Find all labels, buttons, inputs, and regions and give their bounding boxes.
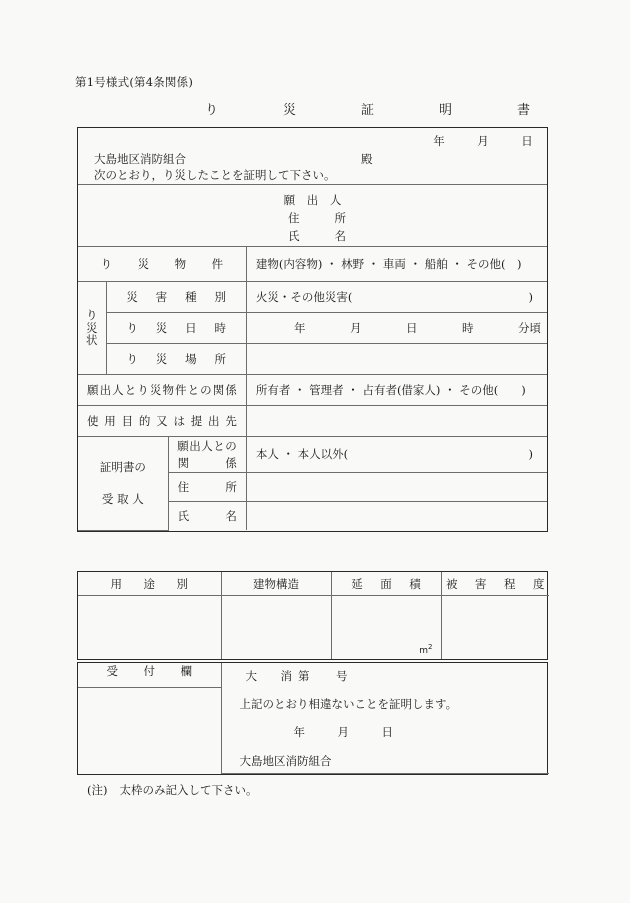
main-form-table — [77, 127, 548, 532]
submission-date-month: 月 — [477, 134, 489, 148]
header-row — [78, 128, 547, 185]
recipient-label-line1: 証明書の — [99, 459, 146, 474]
certification-date-day: 日 — [381, 725, 393, 739]
damage-type-row — [78, 282, 547, 313]
detail-header-structure: 建物構造 — [253, 576, 299, 591]
damage-place-row — [78, 344, 547, 375]
recipient-name-value — [247, 513, 547, 519]
damage-status-vertical-label — [78, 309, 106, 347]
applicant-address-label: 住 所 — [288, 211, 350, 225]
applicant-cell[interactable] — [78, 185, 547, 247]
certification-go: 号 — [336, 669, 348, 683]
relation-label-cell — [78, 375, 246, 406]
recipient-relation-row — [78, 437, 547, 473]
damage-status-vertical-char-2: 状 — [86, 333, 98, 348]
damage-type-options-text: 火災・その他災害( — [255, 289, 353, 304]
detail-header-structure-cell — [221, 572, 331, 596]
relation-row — [78, 375, 547, 406]
damage-status-vertical-char-1: 災 — [86, 320, 98, 335]
damage-place-value-cell[interactable] — [246, 344, 547, 375]
damaged-property-row — [78, 247, 547, 282]
detail-header-damage-cell — [441, 572, 549, 596]
recipient-relation-options — [247, 443, 547, 466]
purpose-label-cell — [78, 406, 246, 437]
request-statement: 次のとおり，り災したことを証明して下さい。 — [94, 168, 336, 182]
recipient-relation-options-tail: ) — [528, 447, 533, 462]
damage-hour: 時 — [462, 320, 474, 335]
reception-header-row — [78, 663, 549, 688]
damaged-property-label: り 災 物 件 — [100, 256, 231, 271]
damage-month: 月 — [350, 320, 362, 335]
purpose-row — [78, 406, 547, 437]
detail-table-body-row — [78, 596, 549, 660]
detail-header-area: 延 面 積 — [351, 576, 424, 591]
detail-header-damage: 被 害 程 度 — [446, 576, 548, 591]
area-unit-label — [419, 643, 432, 656]
detail-value-area — [332, 625, 441, 631]
detail-table-header-row — [78, 572, 549, 596]
certification-date — [222, 712, 550, 740]
damaged-property-label-cell — [78, 247, 246, 282]
recipient-name-value-cell[interactable] — [246, 502, 547, 531]
purpose-label: 使用目的又は提出先 — [87, 413, 237, 428]
reception-column-label-cell — [78, 663, 221, 688]
recipient-name-label-cell — [168, 502, 246, 531]
damaged-property-value-cell[interactable] — [246, 247, 547, 282]
detail-value-structure-cell[interactable] — [221, 596, 331, 660]
addressee-honorific: 殿 — [361, 152, 373, 166]
damage-datetime-label-cell — [106, 313, 246, 344]
damage-place-label-cell — [106, 344, 246, 375]
reception-block — [77, 662, 548, 775]
recipient-address-label-cell — [168, 473, 246, 502]
damage-datetime-value-cell[interactable] — [246, 313, 547, 344]
certification-date-month: 月 — [337, 725, 349, 739]
detail-value-usage — [78, 625, 221, 631]
detail-header-usage: 用 途 別 — [110, 576, 193, 591]
relation-label: 願出人とり災物件との関係 — [87, 382, 237, 397]
certification-dai: 第 — [298, 669, 310, 683]
footnote — [87, 782, 257, 798]
recipient-address-label: 住 所 — [177, 479, 237, 494]
detail-value-damage — [442, 625, 550, 631]
recipient-address-value — [247, 484, 547, 490]
damage-place-label: り 災 場 所 — [126, 351, 230, 366]
certification-cell[interactable] — [221, 663, 549, 773]
recipient-label-line2: 受 取 人 — [101, 492, 144, 507]
damaged-property-options: 建物(内容物) ・ 林野 ・ 車両 ・ 船舶 ・ その他( ) — [255, 256, 522, 271]
form-code: 第1号様式(第4条関係) — [75, 75, 194, 89]
area-unit-exponent: 2 — [428, 643, 433, 651]
damage-type-label: 災 害 種 別 — [126, 289, 230, 304]
damage-status-vertical-label-cell — [78, 282, 106, 375]
addressee-organization: 大島地区消防組合 — [94, 152, 186, 166]
submission-date-year: 年 — [433, 134, 445, 148]
damage-year: 年 — [294, 320, 306, 335]
submission-date-day: 日 — [521, 134, 533, 148]
detail-header-area-cell — [331, 572, 441, 596]
damage-type-options-tail: ) — [528, 289, 533, 304]
detail-value-structure — [222, 625, 331, 631]
detail-header-usage-cell — [78, 572, 221, 596]
applicant-row — [78, 185, 547, 247]
damage-minute: 分頃 — [518, 320, 541, 335]
header-cell — [78, 128, 547, 185]
damage-type-label-cell — [106, 282, 246, 313]
footnote-text: 太枠のみ記入して下さい。 — [119, 783, 258, 797]
recipient-relation-options-text: 本人 ・ 本人以外( — [255, 447, 349, 462]
detail-value-damage-cell[interactable] — [441, 596, 549, 660]
applicant-name-label: 氏 名 — [288, 229, 350, 243]
damage-type-value-cell[interactable] — [246, 282, 547, 313]
damage-datetime-fields — [247, 317, 547, 340]
recipient-relation-label-b: 関 係 — [177, 455, 237, 470]
certification-statement: 上記のとおり相違ないことを証明します。 — [239, 697, 458, 711]
recipient-name-label: 氏 名 — [177, 508, 237, 523]
purpose-value-cell[interactable] — [246, 406, 547, 437]
certification-date-year: 年 — [293, 725, 305, 739]
relation-value-cell[interactable] — [246, 375, 547, 406]
detail-value-usage-cell[interactable] — [78, 596, 221, 660]
relation-options: 所有者 ・ 管理者 ・ 占有者(借家人) ・ その他( ) — [255, 382, 526, 397]
recipient-relation-label-cell — [168, 437, 246, 473]
reception-column-label: 受 付 欄 — [106, 664, 199, 678]
damage-place-value — [247, 356, 547, 362]
footnote-mark: (注) — [87, 783, 108, 797]
recipient-relation-label-a: 願出人との — [177, 438, 238, 453]
damage-day: 日 — [406, 320, 418, 335]
applicant-label: 願 出 人 — [283, 193, 346, 207]
certification-number-line — [222, 663, 550, 684]
recipient-relation-value-cell[interactable] — [246, 437, 547, 473]
damage-datetime-row — [78, 313, 547, 344]
detail-table — [77, 571, 548, 660]
recipient-address-value-cell[interactable] — [246, 473, 547, 502]
submission-date — [433, 133, 533, 150]
damage-status-vertical-char-0: り — [86, 308, 98, 323]
purpose-value — [247, 418, 547, 424]
page-title: り 災 証 明 書 — [205, 103, 544, 118]
certification-organization: 大島地区消防組合 — [239, 754, 332, 768]
area-unit-m: m — [419, 646, 429, 656]
damage-type-options — [247, 286, 547, 309]
recipient-label-cell — [78, 437, 168, 531]
recipient-label — [78, 461, 168, 506]
detail-value-area-cell[interactable] — [331, 596, 441, 660]
reception-blank-cell[interactable] — [78, 688, 221, 774]
certification-prefix: 大 消 — [245, 669, 298, 683]
reception-blank-value — [78, 688, 221, 694]
damage-datetime-label: り 災 日 時 — [126, 320, 230, 335]
